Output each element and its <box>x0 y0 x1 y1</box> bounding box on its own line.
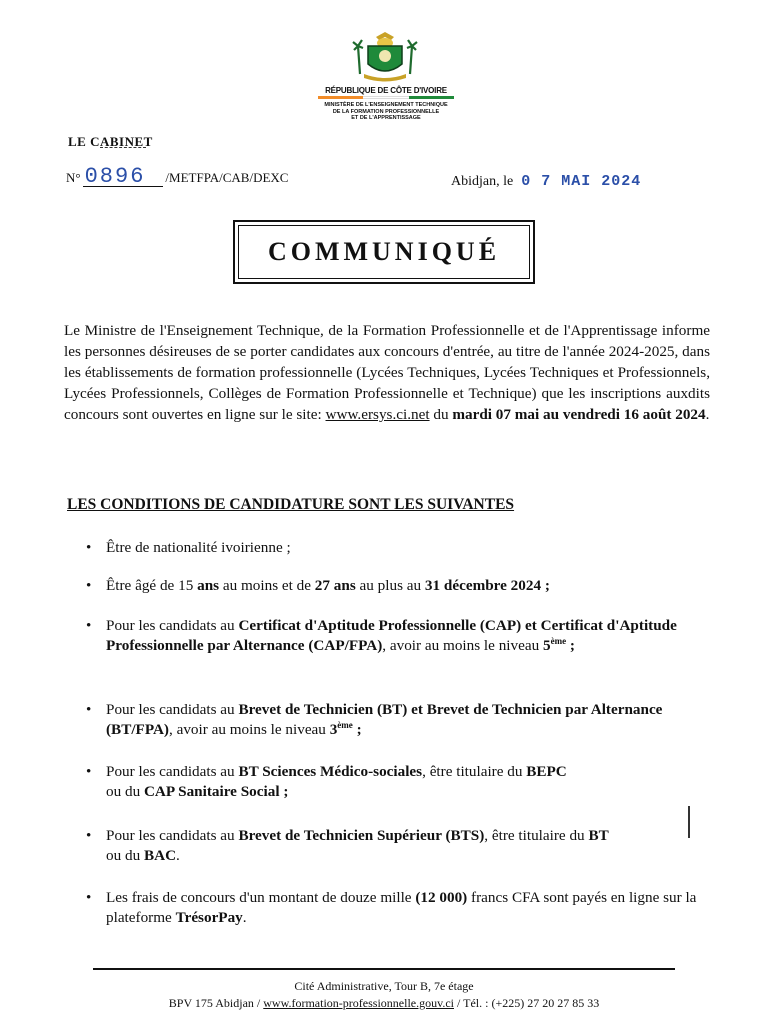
bullet-text: . <box>176 847 180 864</box>
bullet-icon: • <box>86 617 92 634</box>
flag-white <box>363 96 408 99</box>
cabinet-label: LE CABINET <box>68 134 153 149</box>
title-box-inner <box>238 225 530 279</box>
bullet-bold: BEPC <box>526 763 567 780</box>
bullet-text: , avoir au moins le niveau <box>169 721 330 738</box>
bullet-bold: CAP Sanitaire Social <box>143 783 280 800</box>
bullet-icon: • <box>86 539 92 556</box>
footer-website-link[interactable]: www.formation-professionnelle.gouv.ci <box>263 996 454 1010</box>
bullet-bold: BT <box>588 827 609 844</box>
bullet-text: Pour les candidats au <box>106 701 239 718</box>
ministry-line: DE LA FORMATION PROFESSIONNELLE <box>332 108 440 115</box>
bullet-icon: • <box>86 827 92 844</box>
bullet-bold: ans <box>197 577 220 594</box>
bullet-text: Pour les candidats au <box>106 827 239 844</box>
bullet-bold: BAC <box>143 847 177 864</box>
footer-phone: / Tél. : (+225) 27 20 27 85 33 <box>454 996 600 1010</box>
title-box <box>233 220 535 284</box>
ersys-link[interactable]: www.ersys.ci.net <box>325 406 430 423</box>
conditions-heading: LES CONDITIONS DE CANDIDATURE SONT LES SUIVANTES <box>67 496 515 513</box>
bullet-icon: • <box>86 889 92 906</box>
intro-end: . <box>705 406 710 423</box>
reference-line <box>66 164 289 189</box>
flag-orange <box>318 96 363 99</box>
list-item <box>86 538 706 558</box>
bullet-bold: 3 <box>329 721 338 738</box>
place-label: Abidjan, le <box>451 174 514 189</box>
bullet-bold: Brevet de Technicien Supérieur (BTS) <box>238 827 485 844</box>
reference-number: 0896 <box>83 168 164 187</box>
republic-name: RÉPUBLIQUE DE CÔTE D'IVOIRE <box>325 86 447 95</box>
footer-contact <box>93 996 675 1011</box>
footer-address: Cité Administrative, Tour B, 7e étage <box>294 979 474 993</box>
bullet-text: ; <box>352 721 362 738</box>
bullet-bold: Certificat d'Aptitude Professionnelle (CAP) <box>238 617 522 634</box>
bullet-text: , être titulaire du <box>422 763 527 780</box>
bullet-text: ; <box>566 637 575 654</box>
bullet-sup: ème <box>550 635 567 646</box>
reference-suffix: /METFPA/CAB/DEXC <box>165 170 289 185</box>
ministry-line: MINISTÈRE DE L'ENSEIGNEMENT TECHNIQUE <box>324 102 448 108</box>
bullet-bold: Brevet de Technicien par Alternance (BT/FPA) <box>106 701 663 738</box>
coat-of-arms-icon <box>352 28 418 84</box>
bullet-text: Pour les candidats au <box>106 763 239 780</box>
bullet-text: , être titulaire du <box>484 827 589 844</box>
list-item <box>86 576 706 596</box>
bullet-text: ou du <box>106 783 144 800</box>
flag-stripe <box>318 96 454 99</box>
bullet-bold: (12 000) <box>415 889 468 906</box>
bullet-text: , avoir au moins le niveau <box>382 637 543 654</box>
list-item <box>86 616 706 656</box>
bullet-text: Être âgé de 15 <box>106 577 198 594</box>
bullet-text: au moins et de <box>219 577 315 594</box>
flag-green <box>409 96 454 99</box>
list-item <box>86 826 706 866</box>
list-item <box>86 762 706 802</box>
intro-dates: mardi 07 mai au vendredi 16 août 2024 <box>452 406 706 423</box>
intro-text-after: du <box>429 406 453 423</box>
bullet-bold: 27 ans <box>314 577 356 594</box>
bullet-text: ; <box>541 577 550 594</box>
bullet-bold: Certificat d'Aptitude Professionnelle par Alternance (CAP/FPA) <box>106 617 677 654</box>
bullet-text: au plus au <box>355 577 425 594</box>
cabinet-divider <box>100 147 146 148</box>
date-stamp: 0 7 MAI 2024 <box>521 173 642 190</box>
intro-paragraph <box>64 320 710 425</box>
bullet-text: ou du <box>106 847 144 864</box>
bullet-icon: • <box>86 577 92 594</box>
bullet-icon: • <box>86 701 92 718</box>
bullet-bold: 31 décembre 2024 <box>424 577 542 594</box>
intro-text: Le Ministre de l'Enseignement Technique, de la Formation Professionnelle et de l'Apprentissage informe les personnes désireuses de se porter candidates aux concours d'entrée, au titre de l'année 2024-2025, dans les établissements de formation professionnelle (Lycées Techniques, Lycées Techniques et Professionnels, Lycées Professionnels, Collèges de Formation Professionnelle et Technique) que les inscriptions auxdits concours sont ouvertes en ligne sur le site: <box>64 322 710 423</box>
page-title: COMMUNIQUÉ <box>267 237 501 266</box>
list-item <box>86 700 706 740</box>
bullet-text: ; <box>279 783 289 800</box>
bullet-bold: Brevet de Technicien (BT) <box>238 701 408 718</box>
bullet-text: . <box>242 909 247 926</box>
bullet-sup: ème <box>337 719 353 730</box>
footer-bp: BPV 175 Abidjan / <box>168 996 264 1010</box>
bullet-text: Les frais de concours d'un montant de douze mille <box>106 889 416 906</box>
place-date <box>451 173 641 190</box>
list-item <box>86 888 706 928</box>
bullet-bold: et <box>521 617 541 634</box>
number-prefix: N° <box>66 170 81 185</box>
footer-divider <box>93 968 675 970</box>
bullet-bold: 5 <box>542 637 551 654</box>
ministry-line: ET DE L'APPRENTISSAGE <box>351 115 421 121</box>
bullet-text: Être de nationalité ivoirienne ; <box>106 539 291 556</box>
bullet-text: francs CFA sont payés en ligne sur la plateforme <box>106 889 697 926</box>
ministry-name <box>318 102 454 122</box>
bullet-text: Pour les candidats au <box>106 617 239 634</box>
bullet-bold: et <box>407 701 427 718</box>
bullet-icon: • <box>86 763 92 780</box>
bullet-bold: TrésorPay <box>175 909 243 926</box>
bullet-bold: BT Sciences Médico-sociales <box>238 763 423 780</box>
